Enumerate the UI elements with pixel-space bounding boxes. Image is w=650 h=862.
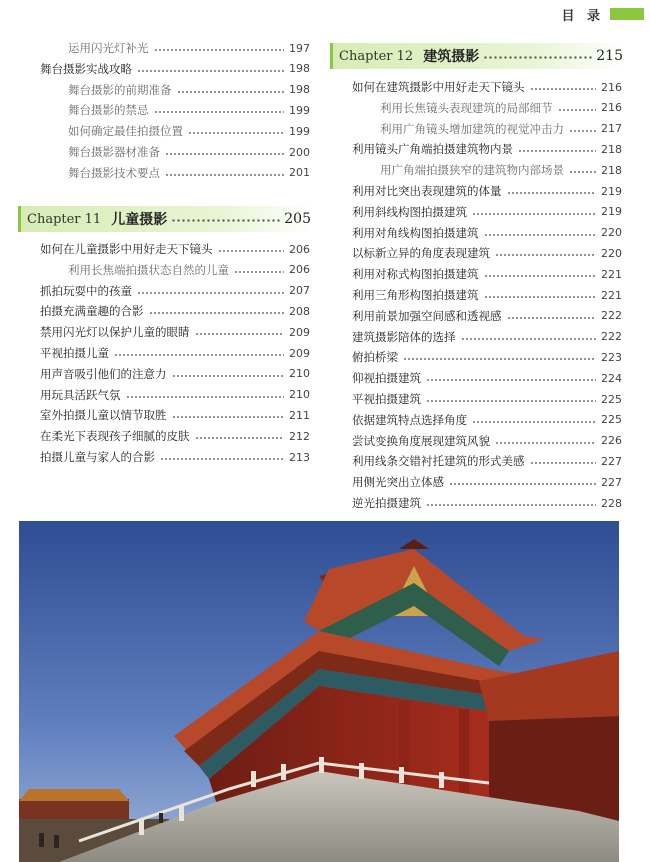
dot-leader [218, 250, 285, 252]
accent-bar [610, 8, 644, 20]
dot-leader [149, 312, 285, 314]
toc-entry[interactable] [352, 223, 622, 243]
chapter-heading-row[interactable] [330, 43, 625, 69]
toc-entry-title: 利用三角形构图拍摄建筑 [352, 288, 479, 302]
toc-entry-page: 220 [601, 226, 622, 240]
toc-entry-page: 209 [289, 325, 310, 339]
toc-entry-title: 抓拍玩耍中的孩童 [40, 283, 132, 298]
toc-entry-title: 舞台摄影实战攻略 [40, 61, 132, 76]
toc-entry-title: 舞台摄影的禁忌 [68, 103, 149, 118]
toc-entry-page: 223 [601, 350, 622, 364]
toc-entry-title: 拍摄充满童趣的合影 [40, 304, 144, 319]
toc-entry[interactable] [352, 139, 622, 159]
toc-entry-page: 206 [289, 242, 310, 256]
toc-entry[interactable] [352, 493, 622, 513]
dot-leader [177, 91, 285, 93]
toc-entry-title: 利用对比突出表现建筑的体量 [352, 184, 502, 198]
dot-leader [472, 213, 596, 215]
dot-leader [426, 400, 596, 402]
toc-entry[interactable] [380, 98, 622, 118]
toc-entry-page: 218 [601, 163, 622, 177]
toc-entry[interactable] [68, 163, 310, 183]
toc-entry[interactable] [68, 142, 310, 162]
toc-entry-page: 218 [601, 142, 622, 156]
toc-entry-title: 禁用闪光灯以保护儿童的眼睛 [40, 325, 190, 340]
dot-leader [495, 254, 596, 256]
toc-entry-title: 建筑摄影陪体的选择 [352, 329, 456, 344]
toc-entry-title: 俯拍桥梁 [352, 350, 398, 365]
toc-entry[interactable] [40, 364, 310, 384]
dot-leader [195, 333, 285, 335]
toc-entry-page: 222 [601, 330, 622, 344]
toc-entry-title: 尝试变换角度展现建筑风貌 [352, 433, 490, 448]
toc-entry[interactable] [352, 181, 622, 201]
toc-entry-title: 用玩具活跃气氛 [40, 387, 121, 402]
toc-entry[interactable] [40, 447, 310, 467]
dot-leader [172, 416, 285, 418]
dot-leader [507, 317, 597, 319]
toc-entry[interactable] [352, 77, 622, 97]
toc-entry[interactable] [40, 322, 310, 342]
toc-entry-page: 213 [289, 450, 310, 464]
toc-entry-page: 198 [289, 62, 310, 76]
dot-leader [558, 109, 597, 111]
toc-entry-title: 利用长焦端拍摄状态自然的儿童 [68, 262, 229, 277]
toc-entry[interactable] [40, 343, 310, 363]
toc-entry[interactable] [352, 410, 622, 430]
toc-entry[interactable] [352, 431, 622, 451]
toc-entry-title: 用广角端拍摄狭窄的建筑物内部场景 [380, 163, 564, 178]
toc-entry-page: 219 [601, 205, 622, 219]
toc-entry-page: 225 [601, 392, 622, 406]
chapter-heading-row[interactable] [18, 206, 313, 232]
toc-entry-title: 利用线条交错衬托建筑的形式美感 [352, 454, 525, 469]
toc-entry-title: 逆光拍摄建筑 [352, 496, 421, 510]
dot-leader [114, 354, 284, 356]
toc-entry-title: 利用对称式构图拍摄建筑 [352, 267, 479, 282]
toc-entry-title: 用声音吸引他们的注意力 [40, 366, 167, 381]
toc-entry-page: 220 [601, 246, 622, 260]
toc-entry-title: 在柔光下表现孩子细腻的皮肤 [40, 429, 190, 444]
dot-leader [154, 111, 285, 113]
toc-entry[interactable] [352, 451, 622, 471]
toc-entry[interactable] [40, 301, 310, 321]
dot-leader [234, 271, 284, 273]
toc-entry-title: 利用镜头广角端拍摄建筑物内景 [352, 142, 513, 157]
toc-entry-page: 221 [601, 288, 622, 302]
toc-entry-title: 室外拍摄儿童以情节取胜 [40, 408, 167, 423]
dot-leader [495, 442, 596, 444]
toc-entry-title: 利用广角镜头增加建筑的视觉冲击力 [380, 121, 564, 136]
toc-entry-page: 217 [601, 122, 622, 136]
toc-entry-title: 利用长焦镜头表现建筑的局部细节 [380, 100, 553, 115]
dot-leader [569, 130, 596, 132]
toc-entry-title: 舞台摄影的前期准备 [68, 82, 172, 97]
toc-entry-page: 221 [601, 267, 622, 281]
toc-entry-title: 利用对角线构图拍摄建筑 [352, 225, 479, 240]
dot-leader [530, 88, 597, 90]
toc-entry[interactable] [68, 80, 310, 100]
toc-entry-title: 运用闪光灯补光 [68, 41, 149, 55]
toc-entry[interactable] [40, 385, 310, 405]
toc-entry-page: 209 [289, 346, 310, 360]
toc-entry[interactable] [352, 285, 622, 305]
toc-entry-page: 198 [289, 83, 310, 97]
toc-entry-page: 201 [289, 166, 310, 180]
dot-leader [171, 219, 280, 222]
dot-leader [154, 49, 285, 51]
toc-entry[interactable] [68, 100, 310, 120]
dot-leader [569, 171, 596, 173]
toc-entry[interactable] [352, 306, 622, 326]
toc-entry[interactable] [380, 119, 622, 139]
toc-entry-page: 222 [601, 309, 622, 323]
dot-leader [484, 234, 597, 236]
toc-entry-page: 199 [289, 124, 310, 138]
toc-entry[interactable] [352, 368, 622, 388]
dot-leader [188, 132, 284, 134]
dot-leader [160, 458, 284, 460]
toc-entry-page: 206 [289, 263, 310, 277]
toc-entry-title: 平视拍摄建筑 [352, 392, 421, 406]
toc-entry-title: 利用斜线构图拍摄建筑 [352, 204, 467, 219]
toc-entry-page: 228 [601, 496, 622, 510]
toc-entry-page: 226 [601, 434, 622, 448]
toc-entry-page: 210 [289, 388, 310, 402]
dot-leader [461, 338, 597, 340]
toc-entry[interactable] [352, 264, 622, 284]
toc-entry[interactable] [68, 260, 310, 280]
running-header [561, 6, 644, 22]
dot-leader [507, 192, 597, 194]
toc-entry-page: 197 [289, 41, 310, 55]
toc-entry[interactable] [352, 472, 622, 492]
toc-entry-page: 219 [601, 184, 622, 198]
dot-leader [472, 421, 596, 423]
toc-entry[interactable] [40, 405, 310, 425]
dot-leader [449, 483, 596, 485]
toc-entry-title: 如何在儿童摄影中用好走天下镜头 [40, 242, 213, 256]
toc-entry[interactable] [352, 347, 622, 367]
toc-entry-title: 拍摄儿童与家人的合影 [40, 450, 155, 464]
toc-entry-title: 以标新立异的角度表现建筑 [352, 246, 490, 261]
toc-entry-title: 舞台摄影技术要点 [68, 165, 160, 180]
toc-entry-title: 利用前景加强空间感和透视感 [352, 308, 502, 323]
toc-entry[interactable] [40, 426, 310, 446]
toc-entry-title: 如何确定最佳拍摄位置 [68, 124, 183, 139]
toc-entry-page: 216 [601, 80, 622, 94]
toc-entry-title: 用侧光突出立体感 [352, 475, 444, 490]
chapter-page: 205 [284, 211, 311, 227]
dot-leader [195, 437, 285, 439]
toc-entry-page: 212 [289, 429, 310, 443]
toc-entry[interactable] [40, 239, 310, 259]
toc-entry[interactable] [40, 59, 310, 79]
toc-entry-title: 依据建筑特点选择角度 [352, 412, 467, 427]
toc-entry[interactable] [68, 38, 310, 58]
toc-entry-page: 208 [289, 304, 310, 318]
dot-leader [137, 292, 284, 294]
toc-entry-page: 227 [601, 454, 622, 468]
toc-entry-page: 200 [289, 145, 310, 159]
dot-leader [518, 150, 596, 152]
toc-entry-page: 227 [601, 475, 622, 489]
toc-entry-title: 如何在建筑摄影中用好走天下镜头 [352, 80, 525, 94]
toc-entry[interactable] [40, 281, 310, 301]
dot-leader [165, 174, 284, 176]
toc-entry-page: 224 [601, 371, 622, 385]
toc-entry-title: 平视拍摄儿童 [40, 346, 109, 360]
toc-entry-title: 仰视拍摄建筑 [352, 371, 421, 386]
toc-entry-page: 211 [289, 408, 310, 422]
dot-leader [126, 396, 285, 398]
dot-leader [403, 358, 596, 360]
dot-leader [165, 153, 284, 155]
dot-leader [426, 504, 596, 506]
toc-entry[interactable] [352, 202, 622, 222]
dot-leader [483, 56, 592, 59]
toc-entry-page: 216 [601, 101, 622, 115]
toc-entry-page: 210 [289, 367, 310, 381]
toc-entry[interactable] [352, 243, 622, 263]
toc-entry[interactable] [68, 121, 310, 141]
toc-entry[interactable] [380, 160, 622, 180]
toc-entry-page: 225 [601, 413, 622, 427]
chapter-number: Chapter 12 [339, 48, 414, 64]
chapter-page: 215 [596, 48, 623, 64]
dot-leader [137, 70, 284, 72]
toc-entry-title: 舞台摄影器材准备 [68, 145, 160, 159]
dot-leader [484, 275, 597, 277]
section-title: 目 录 [561, 8, 604, 24]
dot-leader [530, 462, 597, 464]
dot-leader [426, 379, 596, 381]
chapter-number: Chapter 11 [27, 211, 102, 227]
palace-hall-photo [19, 521, 619, 862]
toc-entry-page: 199 [289, 103, 310, 117]
toc-entry[interactable] [352, 327, 622, 347]
toc-entry-page: 207 [289, 284, 310, 298]
dot-leader [172, 375, 285, 377]
dot-leader [484, 296, 597, 298]
chapter-title: 建筑摄影 [423, 49, 480, 65]
chapter-title: 儿童摄影 [111, 212, 168, 228]
toc-entry[interactable] [352, 389, 622, 409]
